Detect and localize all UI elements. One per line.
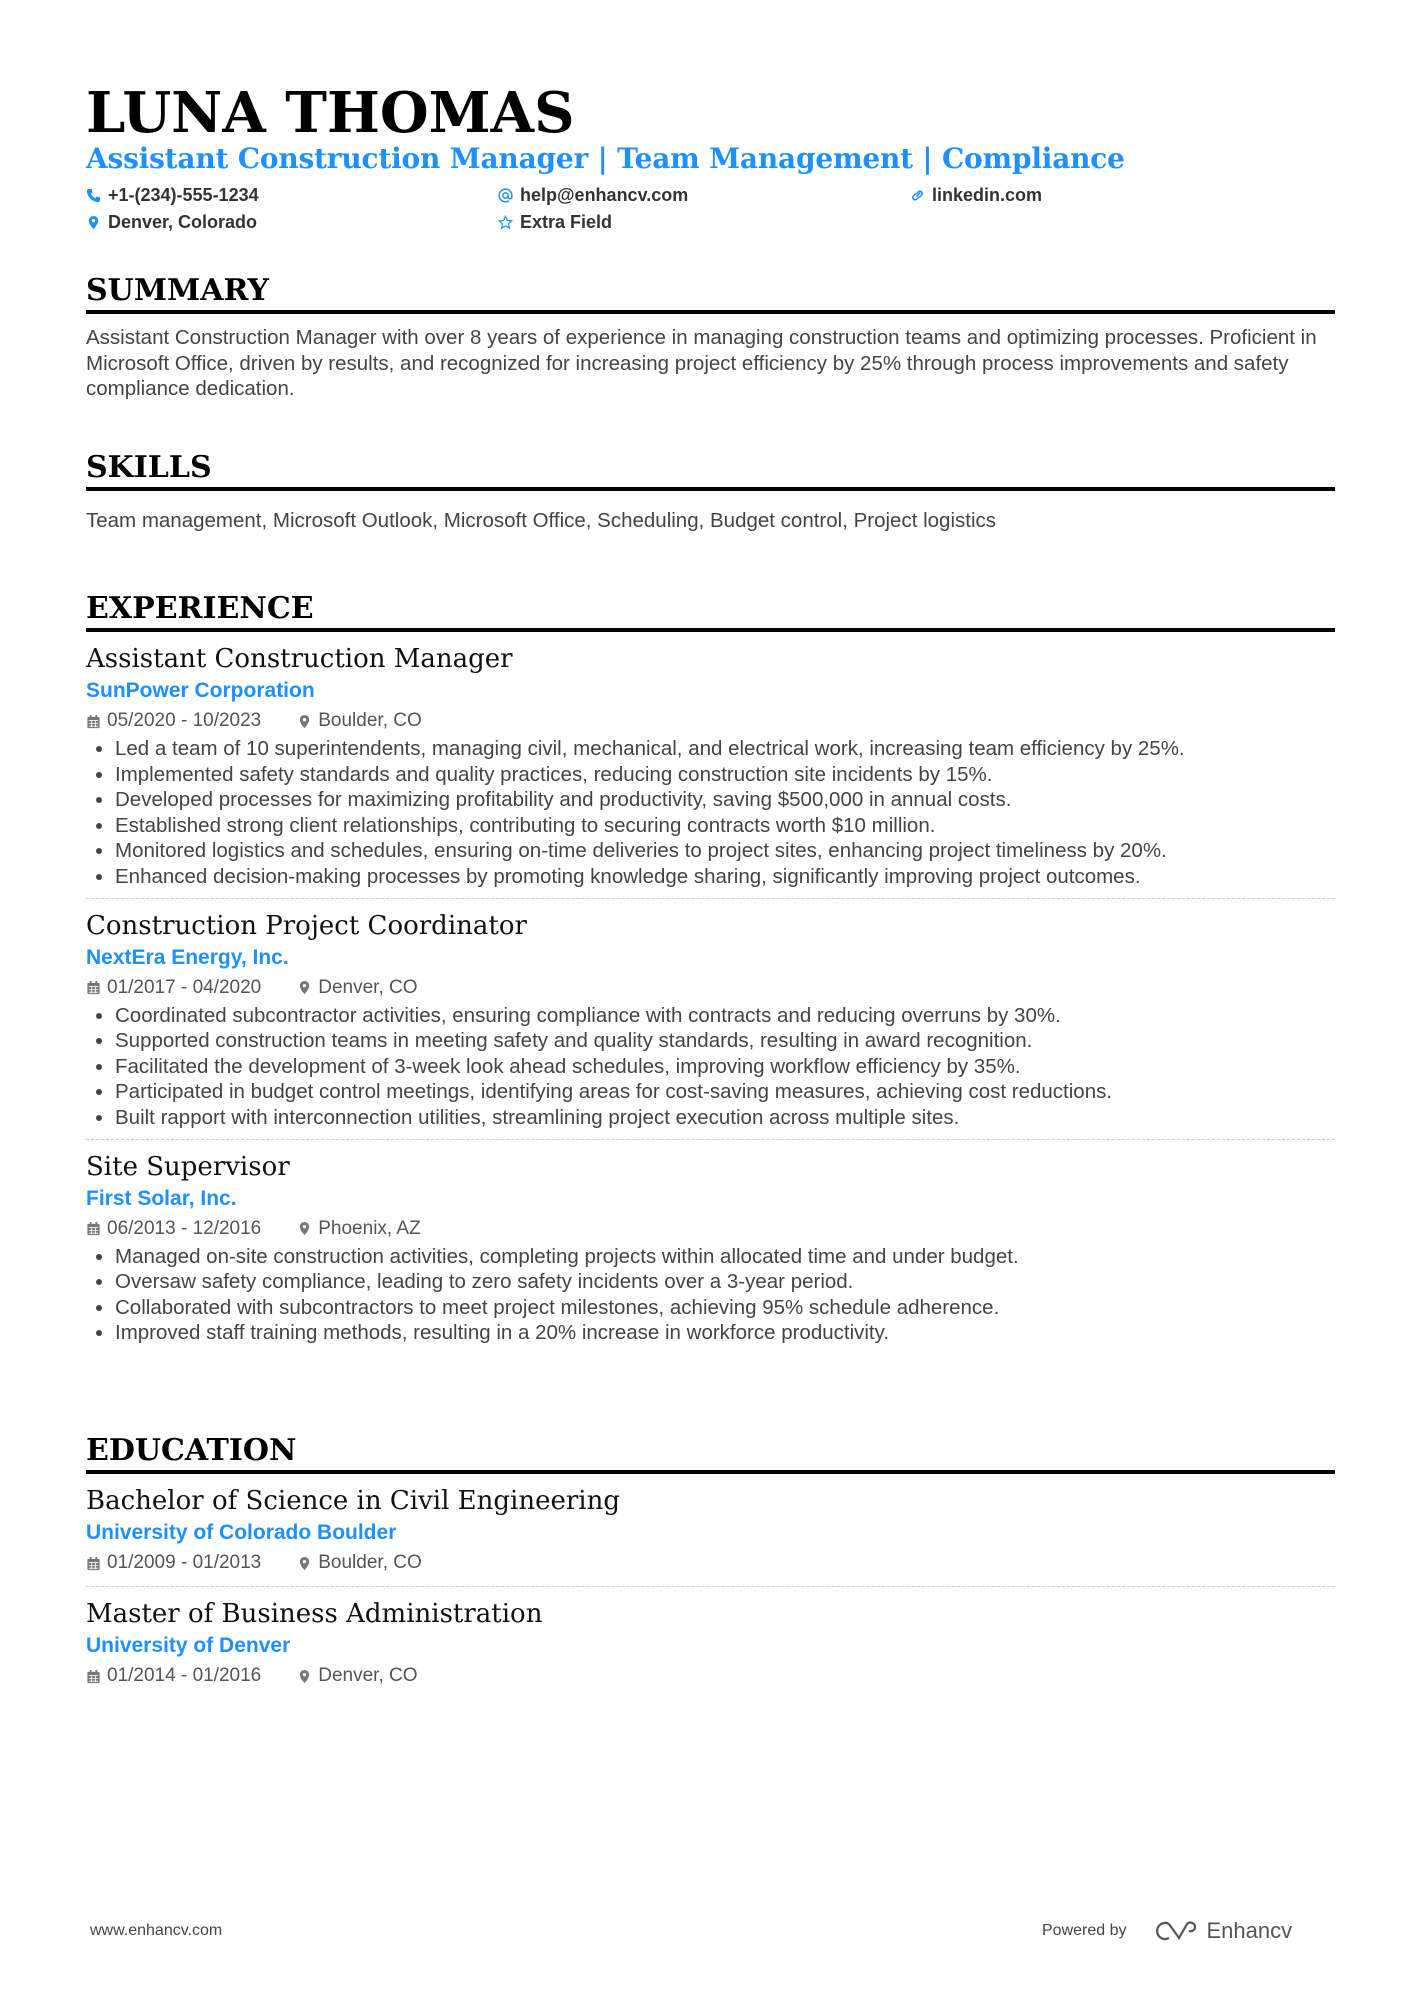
- footer-powered: [1042, 1918, 1292, 1944]
- bullet-list: [86, 1244, 1335, 1346]
- contact-extra: [498, 212, 612, 233]
- headline: Assistant Construction Manager | Team Management | Compliance: [86, 142, 1125, 175]
- location-pin-icon: [297, 714, 312, 729]
- contact-link[interactable]: [910, 185, 1042, 206]
- at-icon: [498, 188, 513, 203]
- bullet-item: • Built rapport with interconnection utilities, streamlining project execution across multiple sites.: [115, 1105, 1335, 1131]
- section-title: SUMMARY: [86, 272, 1335, 314]
- section-title: EDUCATION: [86, 1432, 1335, 1474]
- location-pin-icon: [86, 215, 101, 230]
- bullet-item: • Managed on-site construction activities, completing projects within allocated time and under budget.: [115, 1244, 1335, 1270]
- bullet-item: • Enhanced decision-making processes by promoting knowledge sharing, significantly improving project outcomes.: [115, 864, 1335, 890]
- experience-entry: [86, 909, 1335, 1140]
- calendar-icon: [86, 980, 101, 995]
- education-section: [86, 1432, 1335, 1699]
- skills-text: Team management, Microsoft Outlook, Microsoft Office, Scheduling, Budget control, Project logistics: [86, 509, 996, 532]
- entry-location: Boulder, CO: [318, 1552, 422, 1573]
- entry-location: Denver, CO: [318, 976, 418, 998]
- bullet-item: • Improved staff training methods, resulting in a 20% increase in workforce productivity.: [115, 1320, 1335, 1346]
- link-text: linkedin.com: [932, 185, 1043, 205]
- experience-section: [86, 590, 1335, 1354]
- enhancv-logo: [1153, 1918, 1293, 1944]
- contact-email[interactable]: [498, 185, 688, 206]
- calendar-icon: [86, 1221, 101, 1236]
- bullet-item: • Facilitated the development of 3-week look ahead schedules, improving workflow efficiency by 35%.: [115, 1054, 1335, 1080]
- job-title: Construction Project Coordinator: [86, 910, 527, 941]
- experience-entry: [86, 1150, 1335, 1354]
- bullet-item: • Supported construction teams in meeting safety and quality standards, resulting in award recognition.: [115, 1028, 1335, 1054]
- school-name: University of Colorado Boulder: [86, 1521, 397, 1544]
- phone-icon: [86, 188, 101, 203]
- bullet-item: • Oversaw safety compliance, leading to zero safety incidents over a 3-year period.: [115, 1269, 1335, 1295]
- location-pin-icon: [297, 1556, 312, 1571]
- experience-entry: [86, 642, 1335, 899]
- company-name: First Solar, Inc.: [86, 1186, 237, 1210]
- calendar-icon: [86, 1556, 101, 1571]
- contact-location: [86, 212, 257, 233]
- skills-section: [86, 449, 1335, 534]
- calendar-icon: [86, 1669, 101, 1684]
- star-icon: [498, 215, 513, 230]
- company-name: SunPower Corporation: [86, 679, 315, 702]
- bullet-item: • Implemented safety standards and quality practices, reducing construction site incidents by 15%.: [115, 762, 1335, 788]
- link-icon: [910, 188, 925, 203]
- enhancv-logo-icon: [1153, 1919, 1199, 1943]
- candidate-name: LUNA THOMAS: [86, 80, 575, 146]
- section-title: EXPERIENCE: [86, 590, 1335, 632]
- entry-dates: 05/2020 - 10/2023: [107, 710, 262, 731]
- phone-text: +1-(234)-555-1234: [108, 185, 259, 205]
- section-title: SKILLS: [86, 449, 1335, 491]
- degree: Master of Business Administration: [86, 1599, 543, 1629]
- bullet-item: • Developed processes for maximizing profitability and productivity, saving $500,000 in annual costs.: [115, 787, 1335, 813]
- school-name: University of Denver: [86, 1634, 291, 1657]
- job-title: Assistant Construction Manager: [86, 644, 513, 674]
- entry-meta: [86, 1661, 1335, 1691]
- entry-dates: 01/2014 - 01/2016: [107, 1665, 262, 1686]
- bullet-item: • Collaborated with subcontractors to meet project milestones, achieving 95% schedule adherence.: [115, 1295, 1335, 1321]
- bullet-item: • Participated in budget control meetings, identifying areas for cost-saving measures, achieving cost reductions.: [115, 1079, 1335, 1105]
- entry-meta: [86, 706, 1335, 736]
- location-pin-icon: [297, 1221, 312, 1236]
- entry-meta: [86, 973, 1335, 1003]
- bullet-item: • Led a team of 10 superintendents, managing civil, mechanical, and electrical work, increasing team efficiency by 25%.: [115, 736, 1335, 762]
- bullet-list: [86, 1003, 1335, 1131]
- footer-website[interactable]: www.enhancv.com: [90, 1922, 223, 1939]
- summary-text: Assistant Construction Manager with over 8 years of experience in managing construction teams and optimizing processes. Proficient in Microsoft Office, driven by results, and recognized for increasing project efficiency by 25% through process improvements and safety compliance dedication.: [86, 326, 1317, 401]
- location-pin-icon: [297, 980, 312, 995]
- degree: Bachelor of Science in Civil Engineering: [86, 1486, 620, 1516]
- education-entry: [86, 1597, 1335, 1699]
- bullet-item: • Monitored logistics and schedules, ensuring on-time deliveries to project sites, enhancing project timeliness by 20%.: [115, 838, 1335, 864]
- entry-dates: 01/2009 - 01/2013: [107, 1552, 262, 1573]
- bullet-list: [86, 736, 1335, 890]
- location-text: Denver, Colorado: [108, 212, 258, 232]
- extra-text: Extra Field: [520, 212, 613, 232]
- location-pin-icon: [297, 1669, 312, 1684]
- entry-location: Boulder, CO: [318, 710, 422, 731]
- calendar-icon: [86, 714, 101, 729]
- entry-location: Phoenix, AZ: [318, 1217, 421, 1239]
- contact-phone: [86, 185, 259, 206]
- summary-section: [86, 272, 1335, 402]
- bullet-item: • Coordinated subcontractor activities, ensuring compliance with contracts and reducing overruns by 30%.: [115, 1003, 1335, 1029]
- entry-dates: 01/2017 - 04/2020: [107, 976, 262, 998]
- education-entry: [86, 1484, 1335, 1587]
- company-name: NextEra Energy, Inc.: [86, 945, 289, 969]
- entry-location: Denver, CO: [318, 1665, 418, 1686]
- entry-dates: 06/2013 - 12/2016: [107, 1217, 262, 1239]
- bullet-item: • Established strong client relationships, contributing to securing contracts worth $10 million.: [115, 813, 1335, 839]
- entry-meta: [86, 1214, 1335, 1244]
- email-text: help@enhancv.com: [520, 185, 689, 205]
- powered-by-text: Powered by: [1042, 1922, 1127, 1939]
- brand-name: Enhancv: [1206, 1918, 1293, 1943]
- job-title: Site Supervisor: [86, 1151, 290, 1182]
- entry-meta: [86, 1548, 1335, 1578]
